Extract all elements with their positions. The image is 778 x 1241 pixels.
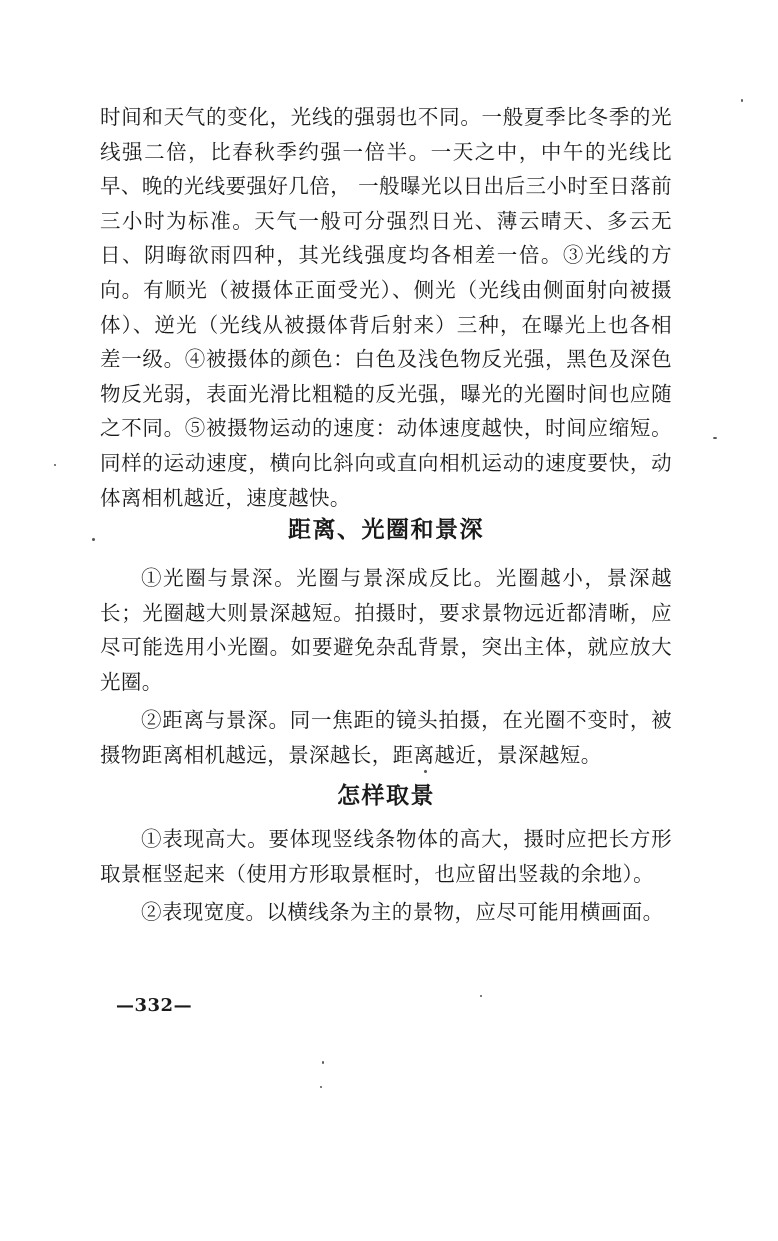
scan-speck xyxy=(320,1086,322,1088)
continued-text-block xyxy=(100,100,672,515)
page-number: —332— xyxy=(116,995,193,1016)
section-2-text-block xyxy=(100,822,672,930)
scan-speck xyxy=(92,538,95,541)
body-paragraph: ②距离与景深。同一焦距的镜头拍摄，在光圈不变时，被摄物距离相机越远，景深越长，距离越近，景深越短。 xyxy=(100,708,672,767)
scan-speck xyxy=(322,1061,324,1064)
body-paragraph: ①表现高大。要体现竖线条物体的高大，摄时应把长方形取景框竖起来（使用方形取景框时，也应留出竖裁的余地）。 xyxy=(100,827,672,886)
body-paragraph: ②表现宽度。以横线条为主的景物，应尽可能用横画面。 xyxy=(141,900,664,925)
body-paragraph: ①光圈与景深。光圈与景深成反比。光圈越小，景深越长；光圈越大则景深越短。拍摄时，要求景物远近都清晰，应尽可能选用小光圈。如要避免杂乱背景，突出主体，就应放大光圈。 xyxy=(100,566,672,694)
section-heading-depth-of-field: 距离、光圈和景深 xyxy=(288,516,484,543)
scan-speck xyxy=(480,995,482,997)
scan-speck xyxy=(713,437,717,439)
scan-speck xyxy=(424,770,427,773)
section-1-text-block xyxy=(100,561,672,773)
scan-speck xyxy=(741,99,743,102)
body-paragraph: 时间和天气的变化，光线的强弱也不同。一般夏季比冬季的光线强二倍，比春秋季约强一倍半。一天之中，中午的光线比早、晚的光线要强好几倍， 一般曝光以日出后三小时至日落前三小时为标准。天气一般可分强烈日光、薄云晴天、多云无日、阴晦欲雨四种，其光线强度均各相差一倍。③光线的方向。有顺光（被摄体正面受光）、侧光（光线由侧面射向被摄体）、逆光（光线从被摄体背后射来）三种，在曝光上也各相差一级。④被摄体的颜色：白色及浅色物反光强，黑色及深色物反光弱，表面光滑比粗糙的反光强，曝光的光圈时间也应随之不同。⑤被摄物运动的速度：动体速度越快，时间应缩短。同样的运动速度，横向比斜向或直向相机运动的速度要快，动体离相机越近，速度越快。 xyxy=(100,105,672,510)
section-heading-framing: 怎样取景 xyxy=(337,782,435,809)
scan-speck xyxy=(54,464,56,466)
